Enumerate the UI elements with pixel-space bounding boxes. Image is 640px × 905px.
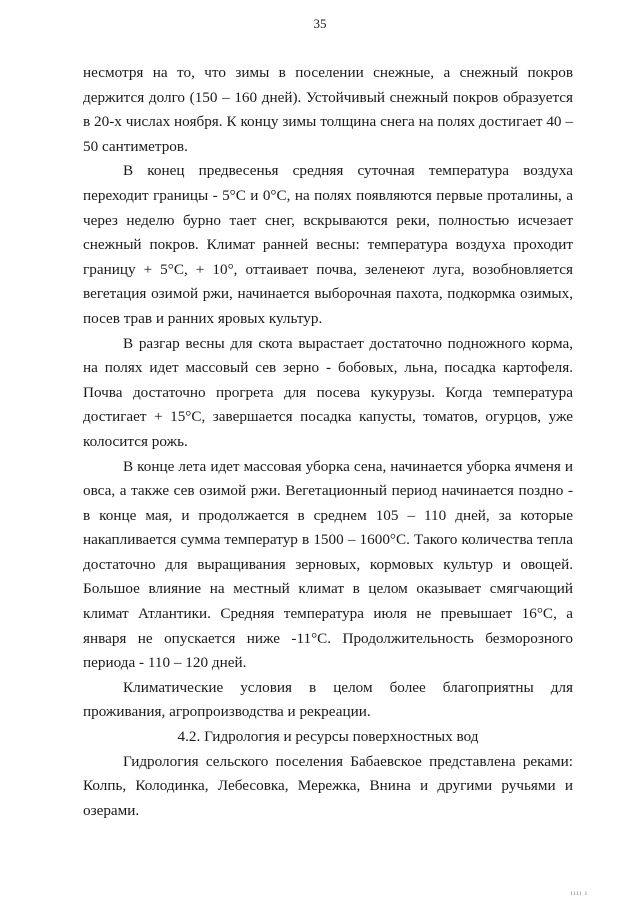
page-number: 35 [313, 16, 327, 31]
paragraph-climate-conclusion: Климатические условия в целом более благоприятны для проживания, агропроизводства и рекреации. [83, 678, 573, 721]
document-body [83, 61, 573, 823]
paragraph-hydrology: Гидрология сельского поселения Бабаевское представлена реками: Колпь, Колодинка, Лебесовка, Мережка, Внина и другими ручьями и озерами. [83, 752, 573, 819]
section-heading: 4.2. Гидрология и ресурсы поверхностных вод [177, 728, 479, 746]
paragraph-pre-spring: В конец предвесенья средняя суточная температура воздуха переходит границы - 5°С и 0°С, на полях появляются первые проталины, а через неделю бурно тает снег, вскрываются реки, полностью исчезает снежный покров. Климат ранней весны: температура воздуха проходит границу + 5°С, + 10°, оттаивает почва, зеленеют луга, возобновляется вегетация озимой ржи, начинается выборочная пахота, подкормка озимых, посев трав и ранних яровых культур. [83, 162, 573, 327]
paragraph-mid-spring: В разгар весны для скота вырастает достаточно подножного корма, на полях идет массовый сев зерно - бобовых, льна, посадка картофеля. Почва достаточно прогрета для посева кукурузы. Когда температура достигает + 15°С, завершается посадка капусты, томатов, огурцов, уже колосится рожь. [83, 334, 573, 450]
paragraph-late-summer: В конце лета идет массовая уборка сена, начинается уборка ячменя и овса, а также сев озимой ржи. Вегетационный период начинается поздно - в конце мая, и продолжается в среднем 105 – 110 дней, за которые накапливается сумма температур в 1500 – 1600°С. Такого количества тепла достаточно для выращивания зерновых, кормовых культур и овощей. Большое влияние на местный климат в целом оказывает смягчающий климат Атлантики. Средняя температура июля не превышает 16°С, а января не опускается ниже -11°С. Продолжительность безморозного периода - 110 – 120 дней. [83, 457, 573, 672]
scan-mark: ıııı ı [570, 889, 588, 897]
paragraph-snow-cover: несмотря на то, что зимы в поселении снежные, а снежный покров держится долго (150 – 160 дней). Устойчивый снежный покров образуется в 20-х числах ноября. К концу зимы толщина снега на полях достигает 40 – 50 сантиметров. [83, 64, 573, 155]
